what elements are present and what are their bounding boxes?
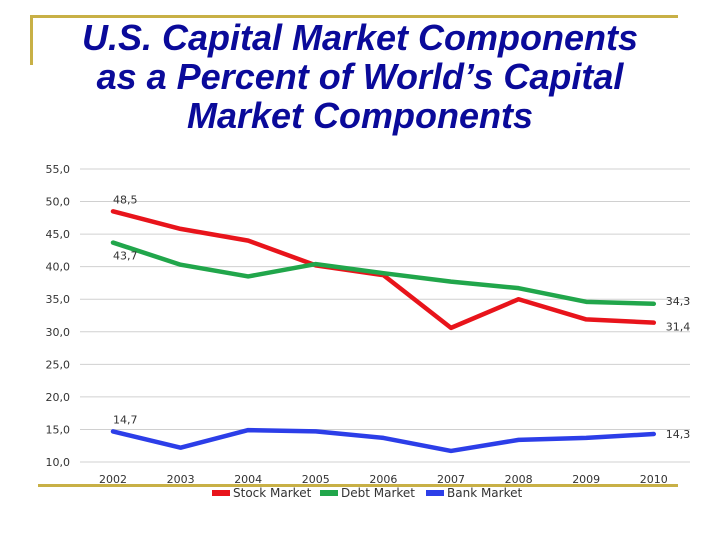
y-tick-label: 50,0 [45,195,70,209]
x-tick-label: 2009 [572,473,601,486]
data-label: 14,7 [113,413,138,427]
legend-swatch [320,490,338,496]
chart-title: U.S. Capital Market Components as a Percent of World’s Capital Market Components [81,17,639,136]
y-tick-label: 30,0 [45,325,70,339]
y-tick-label: 10,0 [45,456,70,469]
x-tick-label: 2008 [504,473,533,486]
data-label: 43,7 [113,249,138,263]
legend-swatch [426,490,444,496]
x-tick-label: 2005 [301,473,330,486]
y-tick-label: 15,0 [45,423,70,437]
y-tick-label: 40,0 [45,260,70,274]
legend-swatch [212,490,230,496]
series-line-stock-market [113,211,654,328]
x-tick-label: 2004 [234,473,263,486]
y-tick-label: 55,0 [45,163,70,176]
data-label: 31,4 [665,320,691,334]
legend-label: Bank Market [447,486,523,500]
series-line-bank-market [113,430,654,451]
y-tick-label: 20,0 [45,390,70,404]
data-label: 14,3 [665,428,691,442]
legend-label: Debt Market [341,486,416,500]
x-tick-label: 2003 [166,473,195,486]
x-tick-label: 2006 [369,473,398,486]
x-tick-label: 2010 [639,473,668,486]
x-tick-label: 2002 [99,473,127,486]
y-tick-label: 25,0 [45,358,70,372]
legend-label: Stock Market [233,486,312,500]
series-line-debt-market [113,243,654,304]
data-label: 48,5 [113,193,138,207]
y-tick-label: 45,0 [45,228,70,242]
x-tick-label: 2007 [437,473,465,486]
y-tick-label: 35,0 [45,293,70,307]
data-label: 34,3 [665,294,691,308]
